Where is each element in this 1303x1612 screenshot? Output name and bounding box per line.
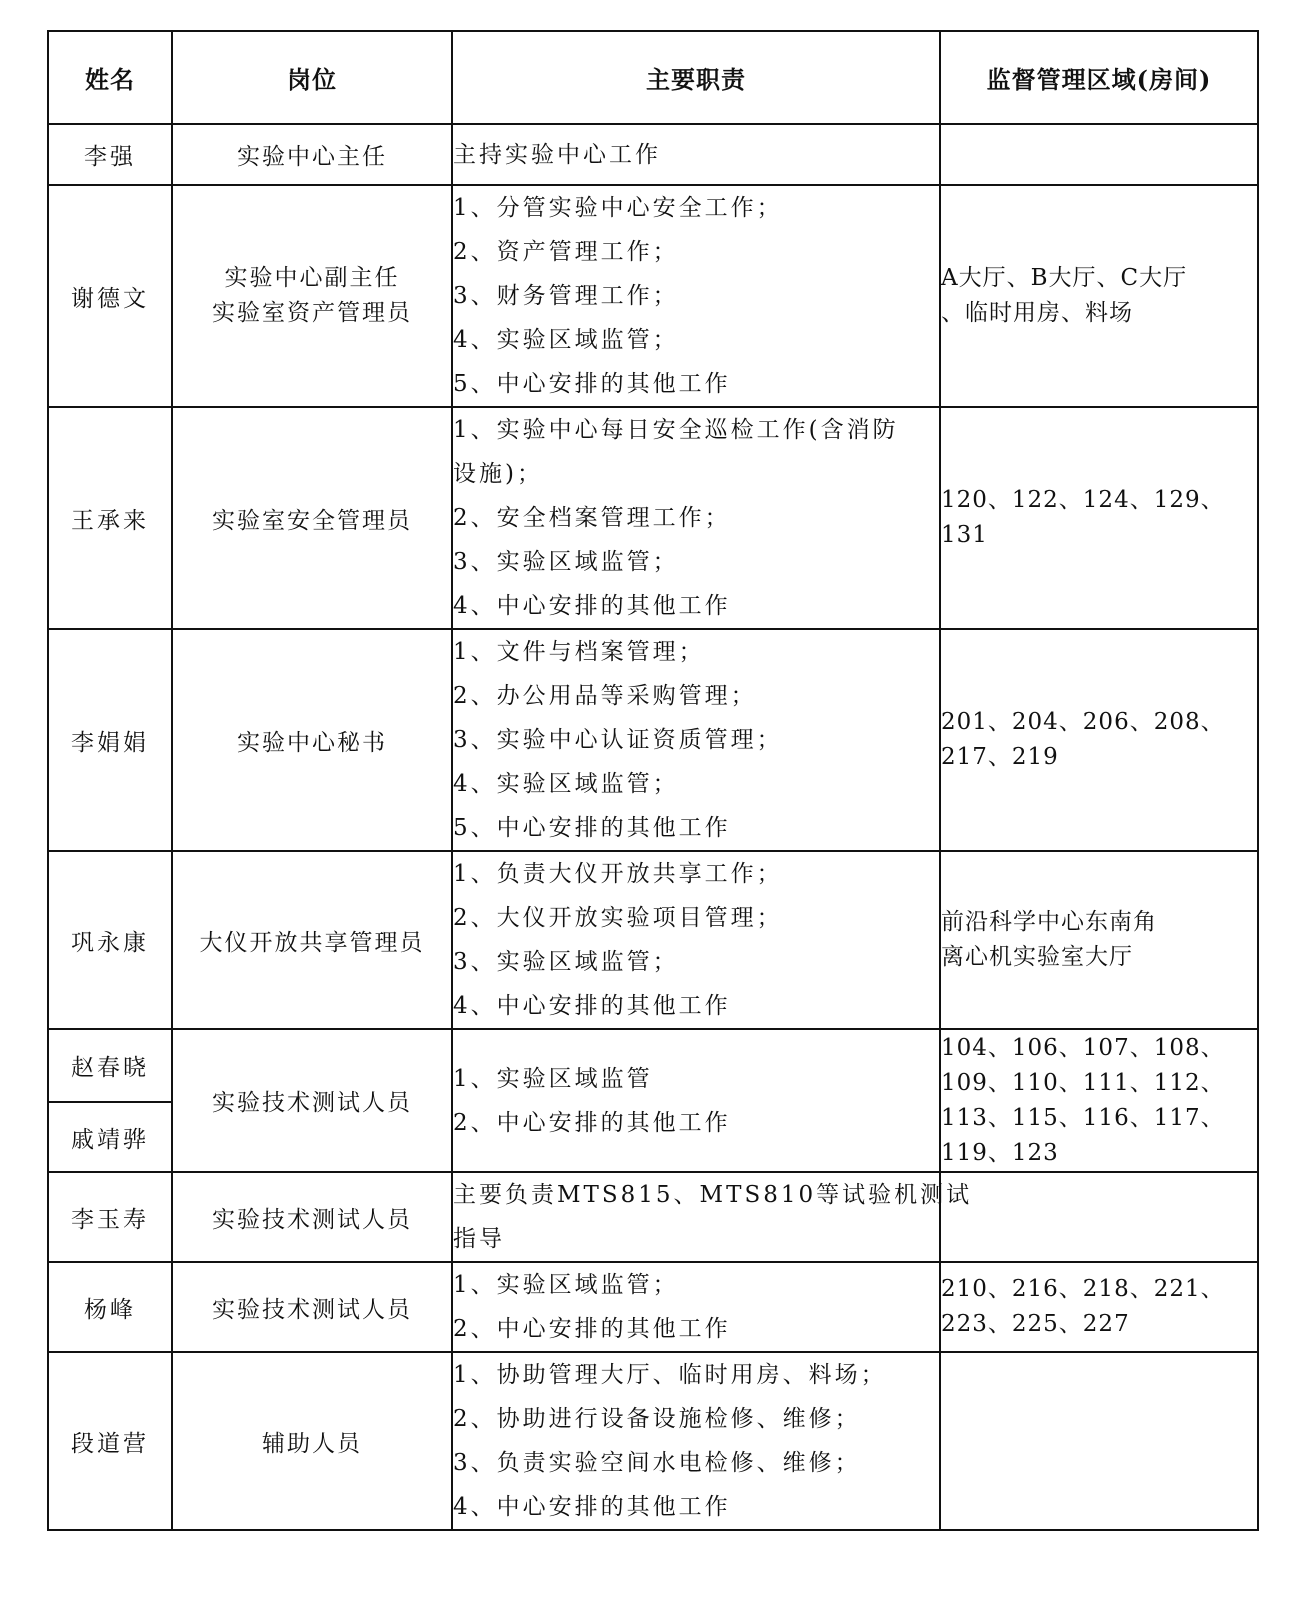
table-row	[48, 407, 1258, 629]
duty-line: 1、实验中心每日安全巡检工作(含消防	[453, 417, 899, 443]
duty-line: 4、中心安排的其他工作	[453, 593, 731, 619]
table-row	[48, 185, 1258, 407]
position-line: 实验技术测试人员	[212, 1090, 412, 1116]
position-line: 实验中心副主任	[224, 265, 400, 291]
duty-line: 设施)；	[453, 461, 543, 487]
staff-area	[940, 1262, 1258, 1352]
staff-position	[172, 407, 452, 629]
area-line: 131	[941, 522, 988, 548]
staff-position	[172, 185, 452, 407]
table-row	[48, 1029, 1258, 1102]
position-line: 实验室安全管理员	[212, 507, 412, 534]
duty-line: 3、负责实验空间水电检修、维修；	[453, 1450, 861, 1476]
duty-line: 主持实验中心工作	[453, 141, 661, 168]
duty-line: 2、中心安排的其他工作	[453, 1109, 731, 1136]
staff-name: 赵春晓	[48, 1029, 172, 1102]
duty-line: 2、资产管理工作；	[453, 239, 679, 265]
duty-line: 3、实验中心认证资质管理；	[453, 727, 783, 753]
position-line: 实验技术测试人员	[212, 1206, 412, 1233]
duty-line: 4、实验区域监管；	[453, 327, 679, 353]
header-position: 岗位	[172, 31, 452, 124]
position-line: 实验室资产管理员	[212, 300, 412, 326]
staff-area	[940, 1172, 1258, 1262]
staff-position	[172, 124, 452, 185]
table-row	[48, 1172, 1258, 1262]
area-line: 前沿科学中心东南角	[941, 909, 1157, 935]
area-line: 217、219	[941, 744, 1059, 770]
staff-duties	[452, 1262, 940, 1352]
position-line: 大仪开放共享管理员	[199, 929, 425, 956]
staff-duties	[452, 124, 940, 185]
area-line: 120、122、124、129、	[941, 487, 1225, 513]
staff-area	[940, 851, 1258, 1029]
staff-name: 谢德文	[48, 185, 172, 407]
area-line: 离心机实验室大厅	[941, 944, 1133, 970]
staff-position	[172, 1029, 452, 1172]
staff-area	[940, 185, 1258, 407]
header-duties: 主要职责	[452, 31, 940, 124]
staff-area	[940, 124, 1258, 185]
position-line: 实验中心主任	[237, 144, 387, 170]
staff-position	[172, 851, 452, 1029]
position-line: 实验中心秘书	[237, 729, 387, 756]
header-row	[48, 31, 1258, 124]
staff-name: 李强	[48, 124, 172, 185]
table-row	[48, 851, 1258, 1029]
duty-line: 4、中心安排的其他工作	[453, 993, 731, 1019]
duty-line: 3、实验区域监管；	[453, 949, 679, 975]
area-line: 109、110、111、112、	[941, 1069, 1225, 1096]
duty-line: 3、财务管理工作；	[453, 283, 679, 309]
table-row	[48, 629, 1258, 851]
area-line: 113、115、116、117、	[941, 1104, 1225, 1131]
staff-duties	[452, 629, 940, 851]
duty-line: 2、安全档案管理工作；	[453, 505, 731, 531]
staff-area	[940, 1352, 1258, 1530]
area-line: 、临时用房、料场	[941, 300, 1133, 326]
staff-position	[172, 1352, 452, 1530]
duty-line: 1、文件与档案管理；	[453, 639, 705, 665]
staff-position	[172, 1172, 452, 1262]
staff-name: 王承来	[48, 407, 172, 629]
staff-duties	[452, 1029, 940, 1172]
duty-line: 2、大仪开放实验项目管理；	[453, 905, 783, 931]
header-name: 姓名	[48, 31, 172, 124]
duty-line: 3、实验区域监管；	[453, 549, 679, 575]
staff-duties	[452, 1172, 973, 1262]
position-line: 辅助人员	[262, 1430, 362, 1457]
duty-line: 5、中心安排的其他工作	[453, 815, 731, 841]
staff-name: 杨峰	[48, 1262, 172, 1352]
header-area: 监督管理区域(房间)	[940, 31, 1258, 124]
staff-name: 戚靖骅	[48, 1102, 172, 1172]
staff-position	[172, 1262, 452, 1352]
duty-line: 1、分管实验中心安全工作；	[453, 195, 783, 221]
staff-duty-table	[47, 30, 1259, 1531]
area-line: 210、216、218、221、	[941, 1276, 1225, 1302]
table-row	[48, 124, 1258, 185]
area-line: 104、106、107、108、	[941, 1034, 1225, 1061]
duty-line: 2、协助进行设备设施检修、维修；	[453, 1406, 861, 1432]
area-line: 223、225、227	[941, 1311, 1130, 1337]
area-line: 119、123	[941, 1139, 1059, 1166]
staff-area	[940, 1029, 1258, 1172]
duty-line: 2、中心安排的其他工作	[453, 1316, 731, 1342]
duty-line: 1、协助管理大厅、临时用房、料场；	[453, 1362, 887, 1388]
staff-position	[172, 629, 452, 851]
staff-duties	[452, 851, 940, 1029]
duty-line: 1、负责大仪开放共享工作；	[453, 861, 783, 887]
staff-duties	[452, 185, 940, 407]
duty-line: 1、实验区域监管	[453, 1065, 653, 1092]
table-row	[48, 1352, 1258, 1530]
duty-line: 1、实验区域监管；	[453, 1272, 679, 1298]
staff-duties	[452, 1352, 940, 1530]
staff-name: 李玉寿	[48, 1172, 172, 1262]
duty-line: 指导	[453, 1226, 505, 1252]
duty-line: 5、中心安排的其他工作	[453, 371, 731, 397]
area-line: 201、204、206、208、	[941, 709, 1225, 735]
duty-line: 4、中心安排的其他工作	[453, 1494, 731, 1520]
staff-area	[940, 407, 1258, 629]
position-line: 实验技术测试人员	[212, 1296, 412, 1323]
staff-duties	[452, 407, 940, 629]
staff-name: 李娟娟	[48, 629, 172, 851]
staff-name: 巩永康	[48, 851, 172, 1029]
staff-area	[940, 629, 1258, 851]
area-line: A大厅、B大厅、C大厅	[941, 265, 1188, 291]
staff-name: 段道营	[48, 1352, 172, 1530]
duty-line: 4、实验区域监管；	[453, 771, 679, 797]
duty-line: 2、办公用品等采购管理；	[453, 683, 757, 709]
duty-line: 主要负责MTS815、MTS810等试验机测试	[453, 1182, 973, 1208]
table-row	[48, 1262, 1258, 1352]
